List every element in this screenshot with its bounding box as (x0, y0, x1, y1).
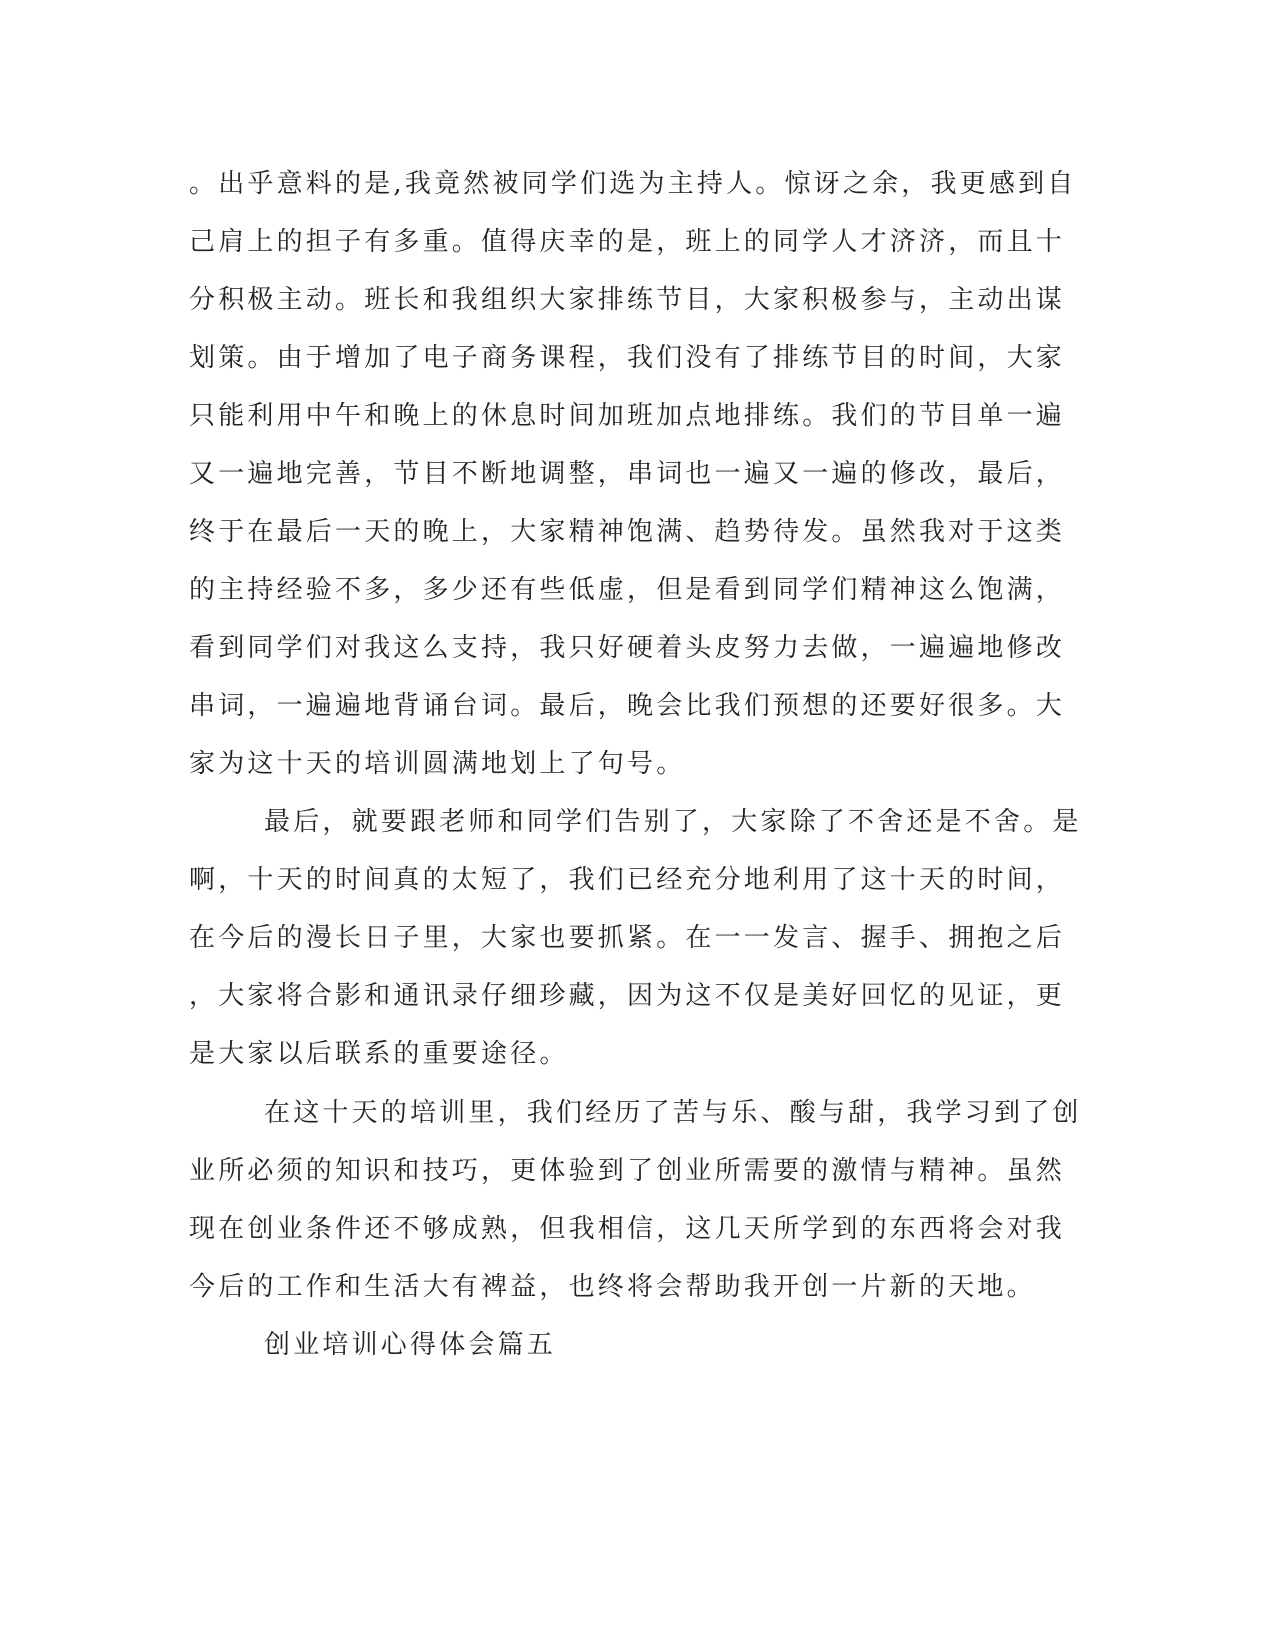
text-line: 串词，一遍遍地背诵台词。最后，晚会比我们预想的还要好很多。大 (189, 691, 1066, 721)
section-heading: 创业培训心得体会篇五 (264, 1330, 557, 1360)
text-line: 啊，十天的时间真的太短了，我们已经充分地利用了这十天的时间， (189, 865, 1066, 895)
text-line: 今后的工作和生活大有裨益，也终将会帮助我开创一片新的天地。 (189, 1272, 1036, 1302)
text-line: 是大家以后联系的重要途径。 (189, 1039, 569, 1069)
text-line: 己肩上的担子有多重。值得庆幸的是，班上的同学人才济济，而且十 (189, 227, 1066, 257)
text-line: 现在创业条件还不够成熟，但我相信，这几天所学到的东西将会对我 (189, 1214, 1066, 1244)
text-line: 又一遍地完善，节目不断地调整，串词也一遍又一遍的修改，最后， (189, 459, 1066, 489)
text-line: 家为这十天的培训圆满地划上了句号。 (189, 749, 686, 779)
text-line: 终于在最后一天的晚上，大家精神饱满、趋势待发。虽然我对于这类 (189, 517, 1066, 547)
text-line: 分积极主动。班长和我组织大家排练节目，大家积极参与，主动出谋 (189, 285, 1066, 315)
text-line: ，大家将合影和通讯录仔细珍藏，因为这不仅是美好回忆的见证，更 (189, 981, 1066, 1011)
text-line: 看到同学们对我这么支持，我只好硬着头皮努力去做，一遍遍地修改 (189, 633, 1066, 663)
paragraph-first-line: 在这十天的培训里，我们经历了苦与乐、酸与甜，我学习到了创 (264, 1098, 1082, 1128)
text-line: 。出乎意料的是,我竟然被同学们选为主持人。惊讶之余，我更感到自 (189, 169, 1077, 199)
text-line: 只能利用中午和晚上的休息时间加班加点地排练。我们的节目单一遍 (189, 401, 1066, 431)
text-line: 的主持经验不多，多少还有些低虚，但是看到同学们精神这么饱满， (189, 575, 1066, 605)
text-line: 在今后的漫长日子里，大家也要抓紧。在一一发言、握手、拥抱之后 (189, 923, 1066, 953)
text-line: 划策。由于增加了电子商务课程，我们没有了排练节目的时间，大家 (189, 343, 1066, 373)
text-line: 业所必须的知识和技巧，更体验到了创业所需要的激情与精神。虽然 (189, 1156, 1066, 1186)
paragraph-first-line: 最后，就要跟老师和同学们告别了，大家除了不舍还是不舍。是 (264, 807, 1082, 837)
